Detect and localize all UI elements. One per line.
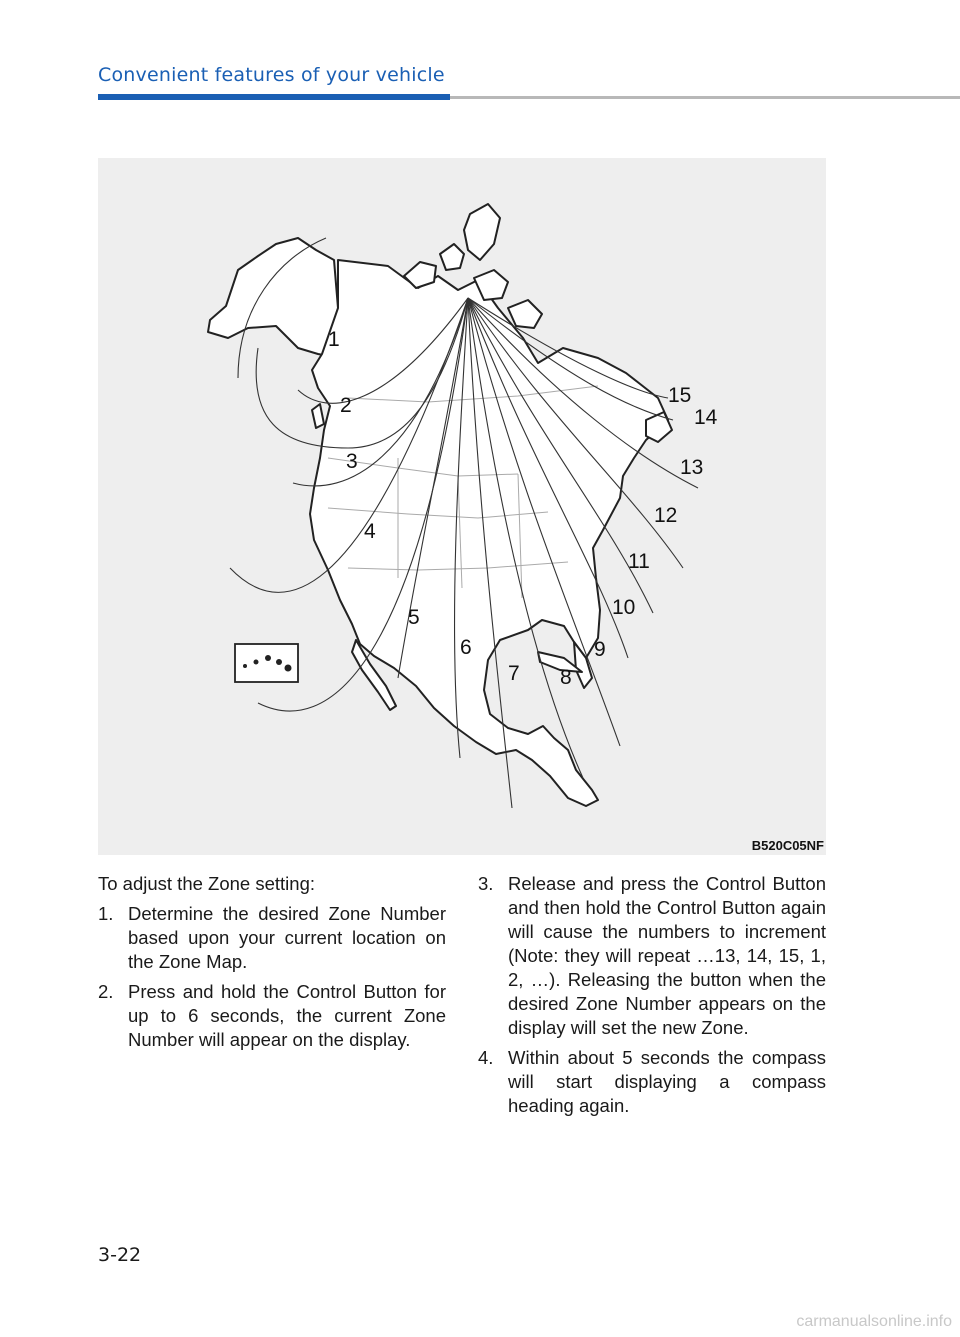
zone-label: 1: [328, 328, 340, 351]
zone-label: 2: [340, 394, 352, 417]
step-number: 4.: [478, 1047, 494, 1068]
zone-label: 5: [408, 606, 420, 629]
step-item: [478, 872, 826, 1040]
zone-map-figure: [98, 158, 826, 855]
page-number: 3-22: [98, 1244, 142, 1266]
step-number: 1.: [98, 903, 114, 924]
zone-label: 3: [346, 450, 358, 473]
step-text: Press and hold the Control Button for up to 6 seconds, the current Zone Number will appear on the display.: [128, 981, 446, 1050]
zone-label: 12: [654, 504, 678, 527]
zone-label: 7: [508, 662, 520, 685]
zone-map-illustration: [98, 158, 826, 855]
step-text: Release and press the Control Button and then hold the Control Button again will cause the numbers to increment (Note: they will repeat …13, 14, 15, 1, 2, …). Releasing the button when the desired Zone Number appears on the display will set the new Zone.: [508, 873, 826, 1038]
step-text: Within about 5 seconds the compass will start displaying a compass heading again.: [508, 1047, 826, 1116]
intro-text: To adjust the Zone setting:: [98, 873, 315, 894]
zone-label: 14: [694, 406, 718, 429]
step-item: [98, 902, 446, 974]
zone-label: 8: [560, 666, 572, 689]
zone-label: 10: [612, 596, 636, 619]
zone-label: 15: [668, 384, 692, 407]
step-item: [478, 1046, 826, 1118]
zone-label: 9: [594, 638, 606, 661]
footer-watermark: carmanualsonline.info: [796, 1313, 952, 1330]
figure-code: B520C05NF: [751, 838, 824, 853]
step-text: Determine the desired Zone Number based upon your current location on the Zone Map.: [128, 903, 446, 972]
zone-label: 6: [460, 636, 472, 659]
section-title: Convenient features of your vehicle: [98, 64, 445, 86]
step-number: 3.: [478, 873, 494, 894]
zone-label: 11: [628, 550, 650, 573]
zone-label: 13: [680, 456, 704, 479]
header-accent-bar: [98, 94, 450, 100]
text-column-left: [98, 872, 446, 1058]
text-column-right: [478, 872, 826, 1124]
step-number: 2.: [98, 981, 114, 1002]
step-item: [98, 980, 446, 1052]
zone-label: 4: [364, 520, 376, 543]
header-divider: [450, 96, 960, 99]
